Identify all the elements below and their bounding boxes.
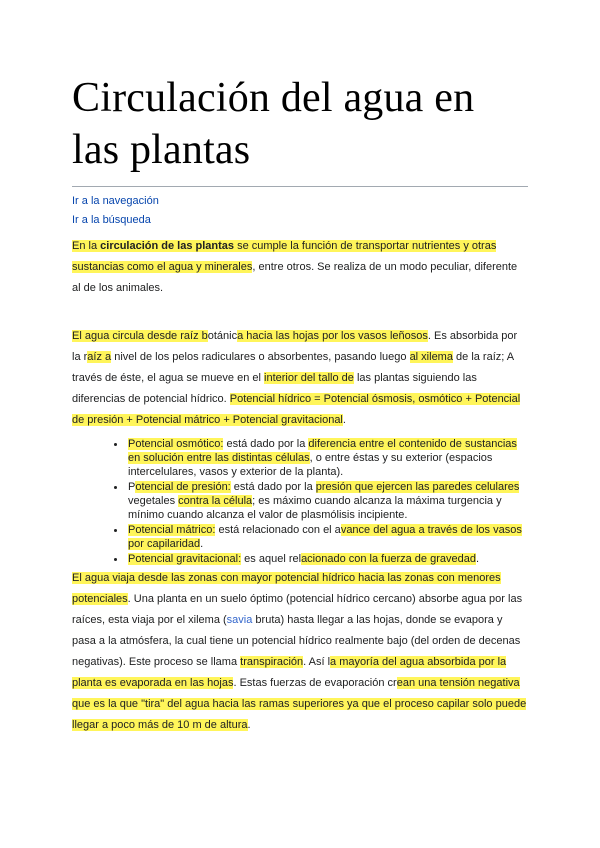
list-item	[126, 523, 528, 551]
highlight: aíz a	[87, 351, 112, 363]
jump-links	[72, 192, 528, 230]
text: está dado por la	[230, 481, 316, 493]
highlight: El agua circula desde raíz b	[72, 330, 208, 342]
highlight: otencial de presión:	[135, 481, 231, 493]
text: otánic	[207, 330, 238, 342]
title-divider	[72, 186, 528, 187]
highlight: Potencial mátrico:	[128, 524, 216, 536]
text: está relacionado con el a	[215, 524, 341, 536]
text: de la raíz; A través de éste, el agua se mueve en el	[72, 351, 514, 384]
text: . Es absorbida por la r	[72, 330, 518, 363]
highlight: El agua viaja desde las zonas con mayor potencial hídrico hacia las zonas con menores potenciales	[72, 572, 501, 605]
highlight: se cumple la función de transportar nutrientes y otras sustancias como el agua y minerales	[72, 240, 497, 273]
text: .	[342, 414, 346, 426]
highlight: diferencia entre el contenido de sustancias en solución entre las distintas células	[128, 438, 517, 464]
text: las plantas siguiendo las diferencias de potencial hídrico.	[72, 372, 477, 405]
highlight: al xilema	[409, 351, 453, 363]
highlight: transpiración	[240, 656, 304, 668]
text: bruta) hasta llegar a las hojas, donde se evapora y pasa a la atmósfera, la cual tiene un potencial hídrico realmente bajo (del orden de decenas negativas). Este proceso se llama	[72, 614, 521, 668]
list-item	[126, 552, 528, 566]
text: es aquel rel	[241, 553, 302, 565]
circulation-paragraph	[72, 326, 528, 431]
text: . Así l	[303, 656, 331, 668]
text: , entre otros. Se realiza de un modo peculiar, diferente al de los animales.	[72, 261, 518, 294]
highlight: presión que ejercen las paredes celulares	[315, 481, 520, 493]
text: nivel de los pelos radiculares o absorbentes, pasando luego	[111, 351, 410, 363]
intro-paragraph	[72, 236, 528, 299]
text: , o entre éstas y su exterior (espacios intercelulares, vasos y exterior de la planta).	[128, 452, 493, 478]
list-item	[126, 437, 528, 479]
text: .	[200, 538, 204, 550]
potential-list	[72, 437, 528, 566]
highlight: Potencial gravitacional:	[128, 553, 242, 565]
page-title: Circulación del agua en las plantas	[72, 75, 475, 173]
jump-to-navigation-link[interactable]: Ir a la navegación	[72, 195, 159, 207]
savia-link[interactable]: savia	[226, 614, 253, 626]
list-item	[126, 480, 528, 522]
text: ; es máximo cuando alcanza la máxima turgencia y mínimo cuando alcanza el valor de plasmólisis incipiente.	[128, 495, 502, 521]
text: vegetales	[128, 495, 179, 507]
highlight: Potencial osmótico:	[128, 438, 224, 450]
text: .	[247, 719, 251, 731]
highlight: vance del agua a través de los vasos por capilaridad	[128, 524, 522, 550]
text: . Una planta en un suelo óptimo (potencial hídrico cercano) absorbe agua por las raíces, esta viaja por el xilema (	[72, 593, 523, 626]
text: P	[128, 481, 136, 493]
highlight: interior del tallo de	[264, 372, 354, 384]
highlight: acionado con la fuerza de gravedad	[301, 553, 476, 565]
highlight: ean una tensión negativa que es la que "tira" del agua hacia las ramas superiores ya que el proceso capilar solo puede llegar a poco más de 10 m de altura	[72, 677, 527, 731]
jump-to-search-link[interactable]: Ir a la búsqueda	[72, 214, 151, 226]
highlight: contra la célula	[178, 495, 253, 507]
highlight-bold: circulación de las plantas	[100, 240, 235, 252]
highlight: Potencial hídrico = Potencial ósmosis, osmótico + Potencial de presión + Potencial mátrico + Potencial gravitacional	[72, 393, 521, 426]
article	[72, 0, 528, 736]
text: está dado por la	[223, 438, 309, 450]
text: .	[475, 553, 480, 565]
highlight: a hacia las hojas por los vasos leñosos	[237, 330, 428, 342]
highlight: En la	[72, 240, 101, 252]
text: . Estas fuerzas de evaporación cr	[233, 677, 397, 689]
transpiration-paragraph	[72, 568, 528, 736]
highlight: a mayoría del agua absorbida por la planta es evaporada en las hojas	[72, 656, 507, 689]
